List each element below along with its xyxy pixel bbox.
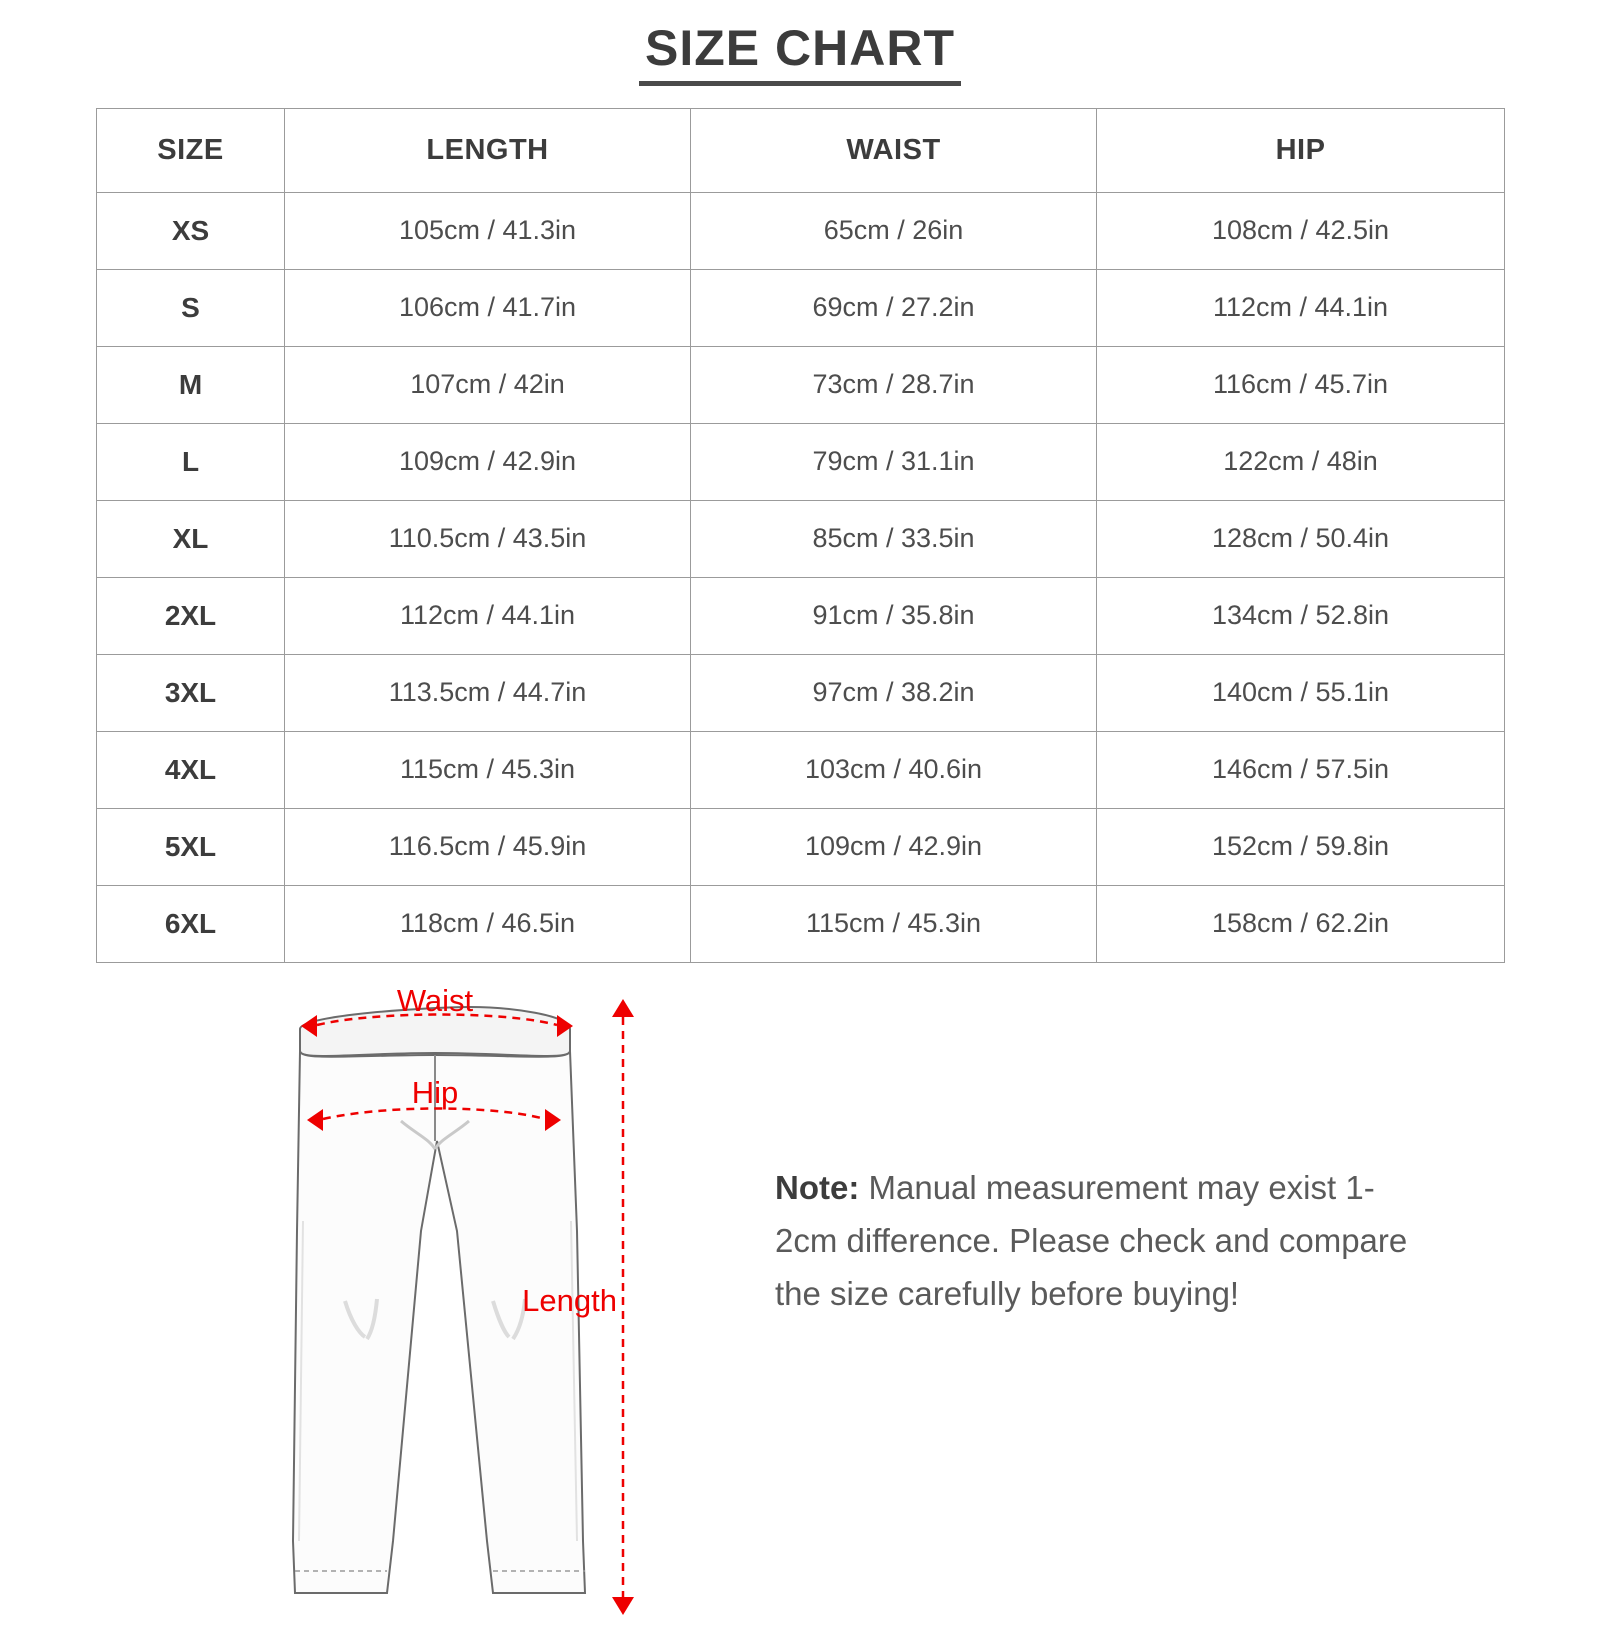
cell-length: 116.5cm / 45.9in xyxy=(285,808,691,885)
column-header-hip: HIP xyxy=(1097,108,1505,192)
table-row xyxy=(97,269,1505,346)
length-label: Length xyxy=(522,1282,617,1318)
cell-size: L xyxy=(97,423,285,500)
cell-size: 3XL xyxy=(97,654,285,731)
cell-waist: 85cm / 33.5in xyxy=(691,500,1097,577)
cell-length: 112cm / 44.1in xyxy=(285,577,691,654)
table-row xyxy=(97,731,1505,808)
cell-size: S xyxy=(97,269,285,346)
cell-length: 110.5cm / 43.5in xyxy=(285,500,691,577)
cell-hip: 116cm / 45.7in xyxy=(1097,346,1505,423)
cell-size: 5XL xyxy=(97,808,285,885)
cell-length: 106cm / 41.7in xyxy=(285,269,691,346)
table-row xyxy=(97,885,1505,962)
table-row xyxy=(97,500,1505,577)
cell-waist: 69cm / 27.2in xyxy=(691,269,1097,346)
table-body xyxy=(97,192,1505,962)
hip-label: Hip xyxy=(411,1074,459,1110)
cell-waist: 79cm / 31.1in xyxy=(691,423,1097,500)
table-row xyxy=(97,192,1505,269)
cell-waist: 115cm / 45.3in xyxy=(691,885,1097,962)
title-container xyxy=(0,0,1600,86)
table-row xyxy=(97,654,1505,731)
cell-size: XL xyxy=(97,500,285,577)
cell-hip: 140cm / 55.1in xyxy=(1097,654,1505,731)
cell-hip: 146cm / 57.5in xyxy=(1097,731,1505,808)
note-text: Manual measurement may exist 1-2cm difference. Please check and compare the size carefully before buying! xyxy=(775,1168,1408,1313)
cell-length: 118cm / 46.5in xyxy=(285,885,691,962)
cell-size: 2XL xyxy=(97,577,285,654)
table-row xyxy=(97,808,1505,885)
size-table-container xyxy=(96,108,1504,963)
cell-length: 113.5cm / 44.7in xyxy=(285,654,691,731)
column-header-length: LENGTH xyxy=(285,108,691,192)
cell-length: 109cm / 42.9in xyxy=(285,423,691,500)
note-block xyxy=(775,1161,1415,1321)
cell-length: 105cm / 41.3in xyxy=(285,192,691,269)
cell-length: 115cm / 45.3in xyxy=(285,731,691,808)
length-arrow-top-icon xyxy=(612,999,634,1017)
cell-hip: 112cm / 44.1in xyxy=(1097,269,1505,346)
cell-waist: 65cm / 26in xyxy=(691,192,1097,269)
length-arrow-bottom-icon xyxy=(612,1597,634,1615)
cell-size: M xyxy=(97,346,285,423)
column-header-size: SIZE xyxy=(97,108,285,192)
table-header xyxy=(97,108,1505,192)
cell-waist: 103cm / 40.6in xyxy=(691,731,1097,808)
cell-waist: 109cm / 42.9in xyxy=(691,808,1097,885)
cell-size: 6XL xyxy=(97,885,285,962)
table-row xyxy=(97,423,1505,500)
cell-size: XS xyxy=(97,192,285,269)
cell-hip: 134cm / 52.8in xyxy=(1097,577,1505,654)
cell-waist: 73cm / 28.7in xyxy=(691,346,1097,423)
page-title: SIZE CHART xyxy=(639,22,961,86)
note-label: Note: xyxy=(775,1168,860,1206)
cell-hip: 128cm / 50.4in xyxy=(1097,500,1505,577)
cell-hip: 158cm / 62.2in xyxy=(1097,885,1505,962)
cell-waist: 97cm / 38.2in xyxy=(691,654,1097,731)
table-row xyxy=(97,577,1505,654)
cell-hip: 108cm / 42.5in xyxy=(1097,192,1505,269)
pants-measurement-diagram xyxy=(225,981,645,1621)
cell-hip: 122cm / 48in xyxy=(1097,423,1505,500)
lower-section xyxy=(0,981,1600,1621)
table-header-row xyxy=(97,108,1505,192)
waist-label: Waist xyxy=(396,982,474,1018)
table-row xyxy=(97,346,1505,423)
cell-waist: 91cm / 35.8in xyxy=(691,577,1097,654)
cell-size: 4XL xyxy=(97,731,285,808)
column-header-waist: WAIST xyxy=(691,108,1097,192)
cell-hip: 152cm / 59.8in xyxy=(1097,808,1505,885)
size-chart-table xyxy=(96,108,1505,963)
cell-length: 107cm / 42in xyxy=(285,346,691,423)
